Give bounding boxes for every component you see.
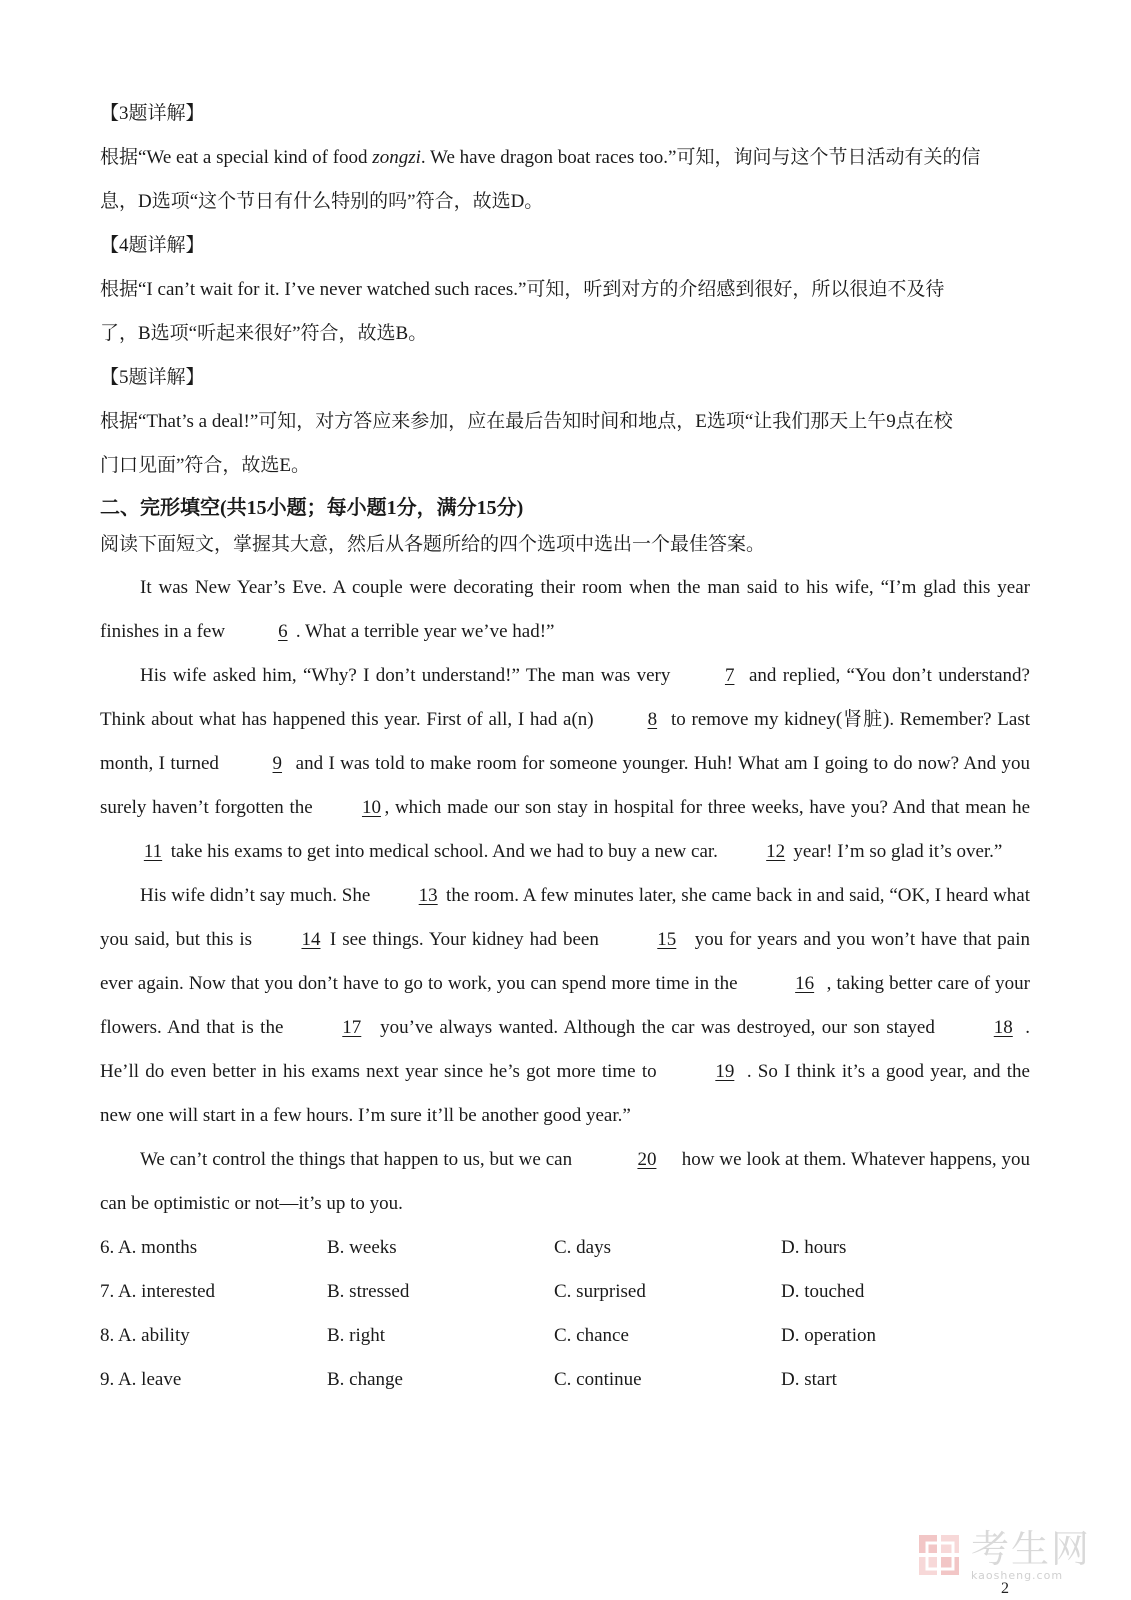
explanation-line: 息，D选项“这个节日有什么特别的吗”符合，故选D。 [100,191,544,212]
blank-6: 6 [278,621,288,642]
option-6d: D. hours [781,1237,847,1258]
option-6a: 6. A. months [100,1237,198,1258]
blank-17: 17 [342,1017,362,1038]
blank-20: 20 [637,1149,657,1170]
explanation-line: 根据“We eat a special kind of food zongzi. We have dragon boat races too.”可知，询问与这个节日活动有关的信 [100,147,981,168]
page-number: 2 [1001,1580,1009,1597]
option-7d: D. touched [781,1281,865,1302]
blank-15: 15 [657,929,677,950]
option-8c: C. chance [554,1325,629,1346]
option-6c: C. days [554,1237,611,1258]
blank-19: 19 [715,1061,735,1082]
watermark-logo-icon [917,1533,963,1579]
blank-18: 18 [993,1017,1013,1038]
option-9a: 9. A. leave [100,1369,182,1390]
blank-9: 9 [272,753,283,774]
option-7c: C. surprised [554,1281,646,1302]
blank-14: 14 [301,929,321,950]
option-8b: B. right [327,1325,386,1346]
option-6b: B. weeks [327,1237,397,1258]
blank-16: 16 [795,973,815,994]
explanation-title-3: 【3题详解】 [100,103,205,124]
option-8d: D. operation [781,1325,876,1346]
explanation-line: 根据“That’s a deal!”可知，对方答应来参加，应在最后告知时间和地点，E选项“让我们那天上午9点在校 [100,411,953,432]
explanation-line: 了，B选项“听起来很好”符合，故选B。 [100,323,428,344]
option-9c: C. continue [554,1369,642,1390]
section-instruction: 阅读下面短文，掌握其大意，然后从各题所给的四个选项中选出一个最佳答案。 [100,534,766,555]
option-9b: B. change [327,1369,403,1390]
explanation-title-5: 【5题详解】 [100,367,205,388]
watermark-brand: 考生网 [970,1527,1091,1571]
blank-11: 11 [143,841,163,862]
passage-paragraph-1: It was New Year’s Eve. A couple were decorating their room when the man said to his wife, “I’m glad this year finishes in a few 6 . What a terrible year we’ve had!” [100,566,1030,654]
passage-paragraph-2: His wife asked him, “Why? I don’t understand!” The man was very 7 and replied, “You don’t understand? Think about what has happened this year. First of all, I had a(n) 8 to remove my kidney(肾脏). Remember? Last month, I turned 9 and I was told to make room for someone younger. Huh! What am I going to do now? And you surely haven’t forgotten the 10 , which made our son stay in hospital for three weeks, have you? And that mean he 11 take his exams to get into medical school. And we had to buy a new car. 12 year! I’m so glad it’s over.” [100,654,1030,874]
watermark-url: kaosheng.com [970,1569,1064,1582]
option-9d: D. start [781,1369,837,1390]
option-7a: 7. A. interested [100,1281,216,1302]
passage-paragraph-4: We can’t control the things that happen to us, but we can 20 how we look at them. Whatever happens, you can be optimistic or not—it’s up to you. [100,1138,1030,1226]
section-heading: 二、完形填空(共15小题；每小题1分，满分15分) [100,497,524,519]
blank-12: 12 [766,841,786,862]
explanation-line: 根据“I can’t wait for it. I’ve never watched such races.”可知，听到对方的介绍感到很好，所以很迫不及待 [100,279,945,300]
blank-13: 13 [418,885,438,906]
document-page [100,92,1030,1402]
option-8a: 8. A. ability [100,1325,190,1346]
blank-10: 10 [361,797,381,818]
blank-7: 7 [724,665,735,686]
question-options [100,1226,1030,1402]
option-7b: B. stressed [327,1281,410,1302]
blank-8: 8 [647,709,658,730]
explanation-line: 门口见面”符合，故选E。 [100,455,311,476]
explanation-title-4: 【4题详解】 [100,235,205,256]
passage-paragraph-3: His wife didn’t say much. She 13 the room. A few minutes later, she came back in and said, “OK, I heard what you said, but this is 14 I see things. Your kidney had been 15 you for years and you won’t have that pain ever again. Now that you don’t have to go to work, you can spend more time in the 16 , taking better care of your flowers. And that is the 17 you’ve always wanted. Although the car was destroyed, our son stayed 18 . He’ll do even better in his exams next year since he’s got more time to 19 . So I think it’s a good year, and the new one will start in a few hours. I’m sure it’ll be another good year.” [100,874,1030,1138]
watermark [917,1529,1091,1582]
